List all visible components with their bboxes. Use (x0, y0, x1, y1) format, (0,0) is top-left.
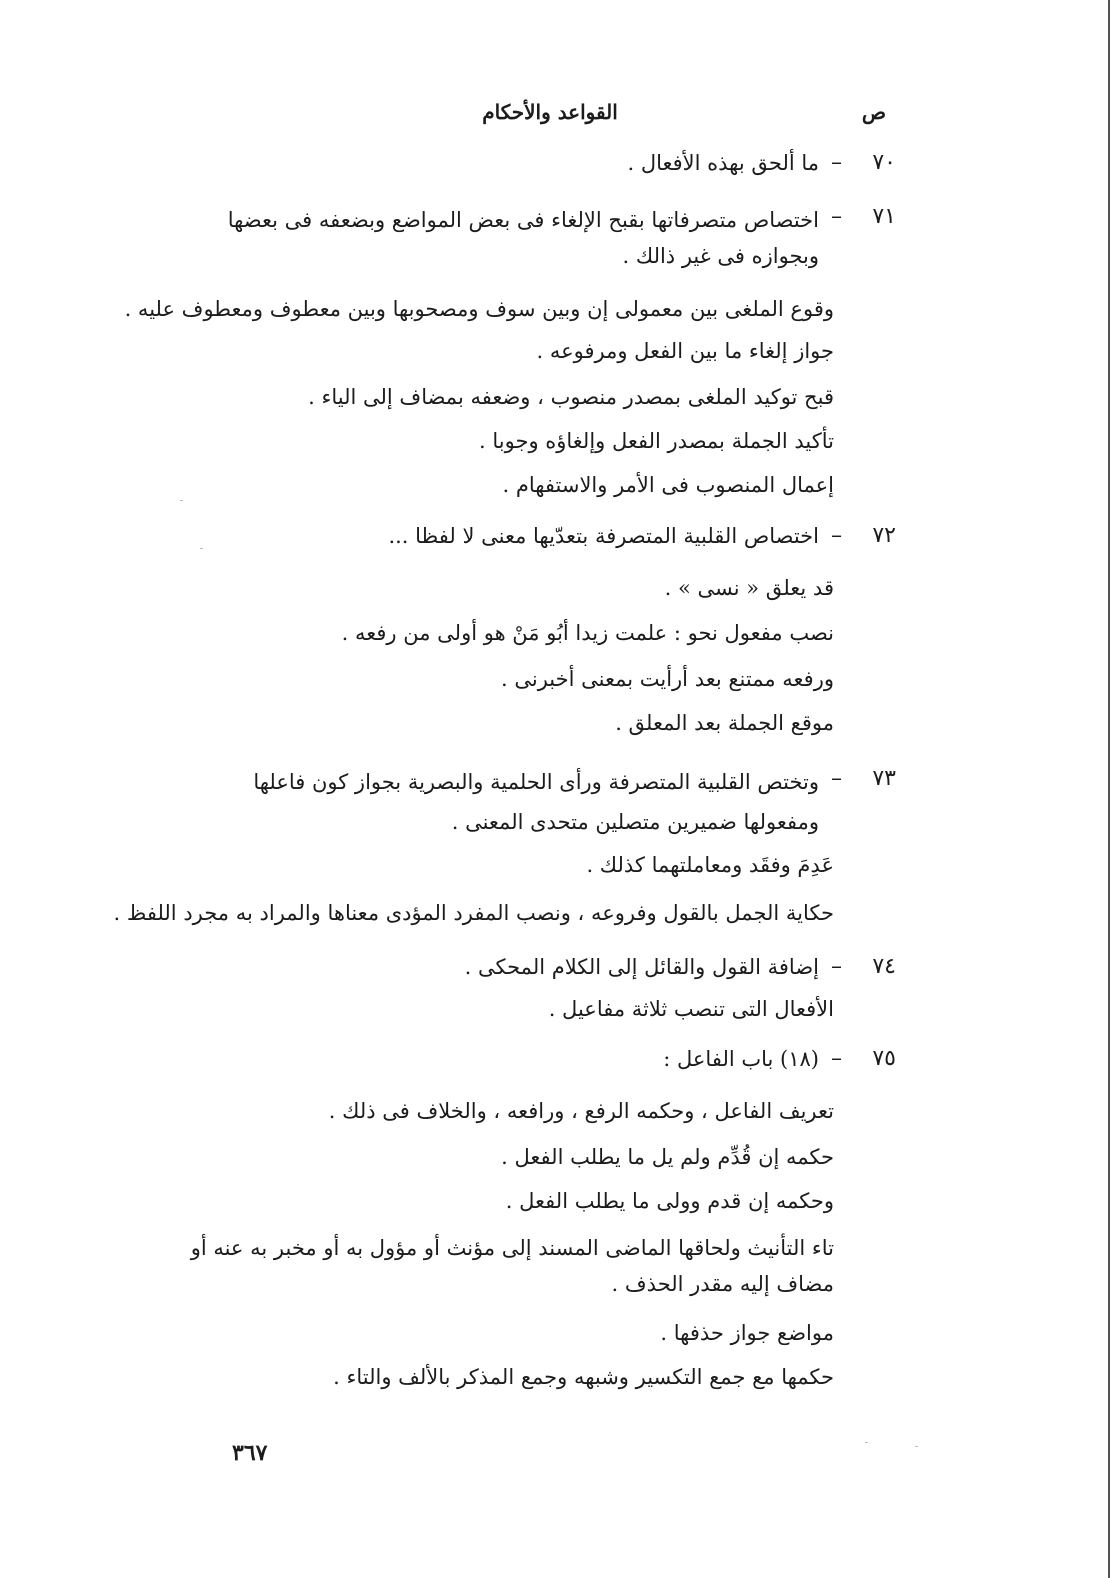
page-edge-line (1108, 0, 1110, 1578)
scan-speck (200, 548, 203, 549)
sub-item: حكمها مع جمع التكسير وشبهه وجمع المذكر بالألف والتاء . (333, 1365, 834, 1389)
sub-item: الأفعال التى تنصب ثلاثة مفاعيل . (548, 997, 834, 1021)
entry-number: ٧٤ (872, 954, 896, 979)
sub-item: عَدِمَ وفقَد ومعاملتهما كذلك . (586, 853, 834, 877)
sub-item: ورفعه ممتنع بعد أرأيت بمعنى أخبرنى . (501, 667, 834, 691)
sub-item: وحكمه إن قدم وولى ما يطلب الفعل . (505, 1189, 834, 1213)
sub-item: قد يعلق « نسى » . (664, 576, 834, 600)
sub-item: جواز إلغاء ما بين الفعل ومرفوعه . (536, 339, 834, 363)
sub-item: تأكيد الجملة بمصدر الفعل وإلغاؤه وجوبا . (479, 429, 834, 453)
entry-dash: – (831, 1046, 842, 1071)
sub-item: وقوع الملغى بين معمولى إن وبين سوف ومصحوبها وبين معطوف ومعطوف عليه . (124, 297, 834, 321)
sub-item: مواضع جواز حذفها . (660, 1321, 834, 1345)
sub-item: حكاية الجمل بالقول وفروعه ، ونصب المفرد المؤدى معناها والمراد به مجرد اللفظ . (113, 901, 834, 925)
scan-speck (180, 500, 183, 501)
sub-item: تعريف الفاعل ، وحكمه الرفع ، ورافعه ، والخلاف فى ذلك . (328, 1099, 834, 1123)
entry-text: اختصاص متصرفاتها بقبح الإلغاء فى بعض المواضع وبضعفه فى بعضها وبجوازه فى غير ذالك . (227, 208, 819, 268)
page-title: القواعد والأحكام (482, 100, 618, 124)
sub-item: قبح توكيد الملغى بمصدر منصوب ، وضعفه بمضاف إلى الياء . (308, 385, 834, 409)
entry-text: (١٨) باب الفاعل : (663, 1047, 819, 1071)
entry-text: اختصاص القلبية المتصرفة بتعدّيها معنى لا لفظا ... (388, 524, 819, 548)
entry-dash: – (831, 954, 842, 979)
entry-number: ٧١ (872, 204, 896, 229)
entry-number: ٧٣ (872, 766, 896, 791)
sub-item: حكمه إن قُدِّم ولم يل ما يطلب الفعل . (501, 1145, 834, 1169)
sub-item: موقع الجملة بعد المعلق . (615, 711, 834, 735)
sub-item: تاء التأنيث ولحاقها الماضى المسند إلى مؤنث أو مؤول به أو مخبر به عنه أو مضاف إليه مقدر الحذف . (190, 1236, 834, 1296)
sub-item: نصب مفعول نحو : علمت زيدا أبُو مَنْ هو أولى من رفعه . (341, 621, 834, 645)
scan-speck (865, 1442, 868, 1443)
entry-text: وتختص القلبية المتصرفة ورأى الحلمية والبصرية بجواز كون فاعلها ومفعولها ضميرين متصلين متحدى المعنى . (253, 770, 819, 834)
entry-dash: – (831, 523, 842, 548)
entry-dash: – (831, 766, 842, 791)
entry-number: ٧٥ (872, 1046, 896, 1071)
column-label: ص (861, 100, 886, 124)
entry-text: ما ألحق بهذه الأفعال . (627, 151, 819, 175)
entry-dash: – (831, 204, 842, 229)
entry-text: إضافة القول والقائل إلى الكلام المحكى . (464, 955, 819, 979)
sub-item: إعمال المنصوب فى الأمر والاستفهام . (502, 473, 834, 497)
page-number: ٣٦٧ (232, 1440, 268, 1466)
entry-number: ٧٢ (872, 523, 896, 548)
entry-number: ٧٠ (872, 150, 896, 175)
scan-speck (915, 1446, 918, 1447)
entry-dash: – (831, 150, 842, 175)
